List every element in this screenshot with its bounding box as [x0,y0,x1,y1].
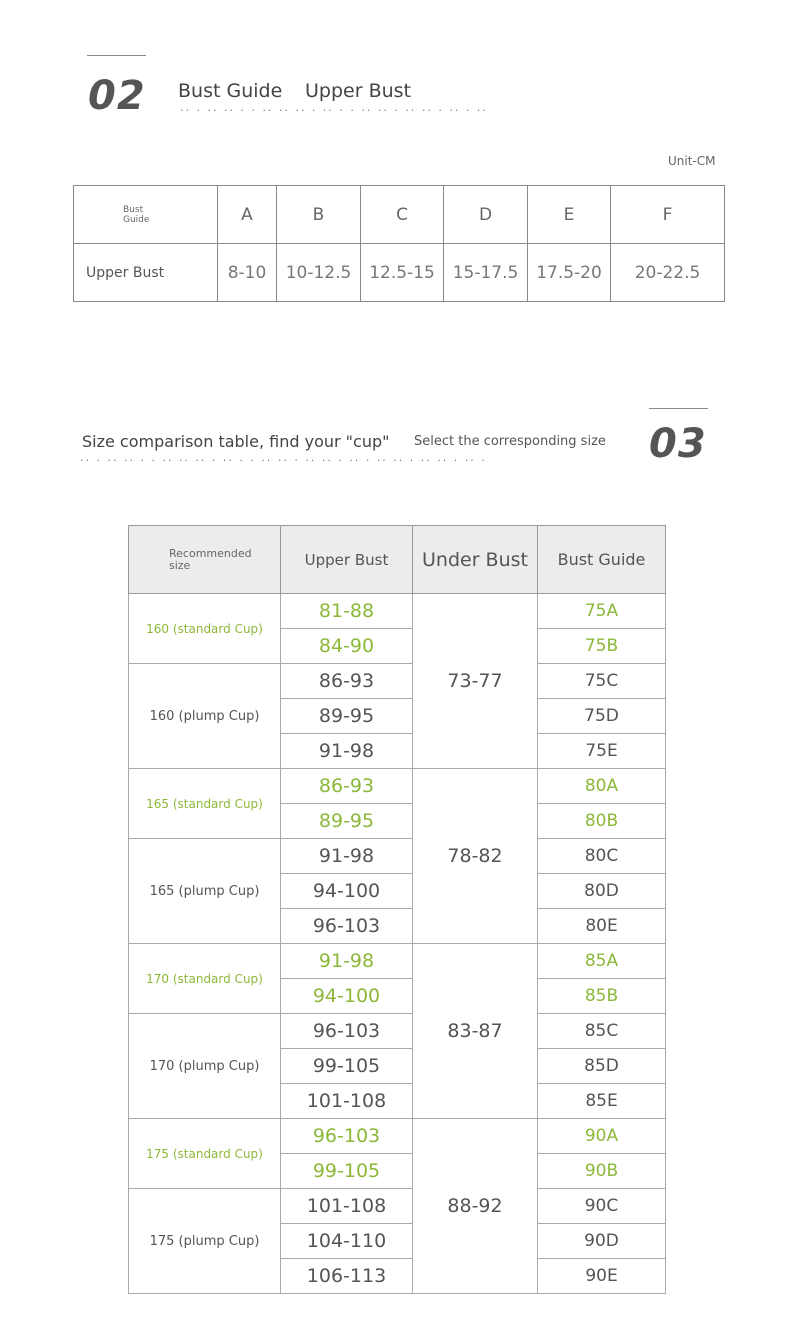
table-row [129,1014,666,1049]
cup-size-value: 80B [538,804,666,839]
cup-header: A [218,186,277,244]
section-03-number: 03 [649,421,707,467]
cup-size-value: 90A [538,1119,666,1154]
cup-size-value: 85C [538,1014,666,1049]
size-comparison-table [128,525,666,1294]
upper-bust-value: 96-103 [281,1119,413,1154]
standard-cup-label: 170 (standard Cup) [129,944,281,1014]
cup-size-value: 80A [538,769,666,804]
section-02-title: Bust Guide [178,80,283,102]
standard-cup-label: 165 (standard Cup) [129,769,281,839]
bust-guide-header: Bust Guide [538,526,666,594]
cup-value: 12.5-15 [361,244,444,302]
upper-bust-header: Upper Bust [281,526,413,594]
cup-size-value: 85E [538,1084,666,1119]
plump-cup-label: 170 (plump Cup) [129,1014,281,1119]
upper-bust-value: 91-98 [281,734,413,769]
upper-bust-value: 91-98 [281,839,413,874]
cup-size-value: 80D [538,874,666,909]
under-bust-value: 78-82 [413,769,538,944]
standard-cup-label: 160 (standard Cup) [129,594,281,664]
table-row [129,839,666,874]
section-02-subtitle: Upper Bust [305,80,411,102]
cup-size-value: 90B [538,1154,666,1189]
upper-bust-value: 89-95 [281,804,413,839]
cup-value: 15-17.5 [444,244,528,302]
section-02-cut-text-decoration: .. . .. .. . . .. .. .. . .. . . .. .. . .. .. . .. . .. [180,101,488,114]
upper-bust-value: 99-105 [281,1049,413,1084]
table-row [129,594,666,629]
section-03-title: Size comparison table, find your "cup" [82,432,390,451]
under-bust-header: Under Bust [413,526,538,594]
upper-bust-value: 89-95 [281,699,413,734]
cup-size-value: 80C [538,839,666,874]
table-row [129,1119,666,1154]
recommended-size-header: Recommended size [129,526,281,594]
bust-guide-corner-label: Bust Guide [74,186,218,244]
cup-size-value: 90C [538,1189,666,1224]
upper-bust-value: 86-93 [281,769,413,804]
cup-value: 8-10 [218,244,277,302]
upper-bust-value: 101-108 [281,1084,413,1119]
upper-bust-value: 104-110 [281,1224,413,1259]
section-03-subtitle: Select the corresponding size [414,434,606,449]
size-table-header-row [129,526,666,594]
upper-bust-value: 94-100 [281,979,413,1014]
table-row [129,769,666,804]
cup-size-value: 75C [538,664,666,699]
cup-header: B [277,186,361,244]
cup-header: C [361,186,444,244]
cup-size-value: 75E [538,734,666,769]
plump-cup-label: 165 (plump Cup) [129,839,281,944]
section-02-rule [87,55,146,56]
upper-bust-value: 101-108 [281,1189,413,1224]
upper-bust-value: 81-88 [281,594,413,629]
upper-bust-value: 96-103 [281,1014,413,1049]
cup-size-value: 80E [538,909,666,944]
under-bust-value: 88-92 [413,1119,538,1294]
standard-cup-label: 175 (standard Cup) [129,1119,281,1189]
cup-value: 17.5-20 [528,244,611,302]
bust-guide-value-row [74,244,725,302]
cup-header: D [444,186,528,244]
section-02-number: 02 [88,73,146,119]
upper-bust-value: 106-113 [281,1259,413,1294]
upper-bust-row-label: Upper Bust [74,244,218,302]
table-row [129,1189,666,1224]
section-03-cut-text-decoration: .. . .. .. . . .. .. .. . .. . . .. .. . .. .. . .. . .. .. . .. .. . .. . [80,451,487,464]
cup-size-value: 75A [538,594,666,629]
cup-size-value: 85D [538,1049,666,1084]
section-03-rule [649,408,708,409]
upper-bust-value: 99-105 [281,1154,413,1189]
cup-header: E [528,186,611,244]
upper-bust-value: 84-90 [281,629,413,664]
upper-bust-value: 96-103 [281,909,413,944]
cup-size-value: 75B [538,629,666,664]
upper-bust-value: 94-100 [281,874,413,909]
cup-value: 20-22.5 [611,244,725,302]
cup-size-value: 75D [538,699,666,734]
bust-guide-header-row [74,186,725,244]
table-row [129,944,666,979]
unit-label: Unit-CM [668,154,716,168]
cup-size-value: 85A [538,944,666,979]
under-bust-value: 83-87 [413,944,538,1119]
cup-size-value: 90E [538,1259,666,1294]
bust-guide-table [73,185,725,302]
cup-size-value: 85B [538,979,666,1014]
plump-cup-label: 175 (plump Cup) [129,1189,281,1294]
cup-header: F [611,186,725,244]
cup-value: 10-12.5 [277,244,361,302]
plump-cup-label: 160 (plump Cup) [129,664,281,769]
table-row [129,664,666,699]
under-bust-value: 73-77 [413,594,538,769]
upper-bust-value: 91-98 [281,944,413,979]
upper-bust-value: 86-93 [281,664,413,699]
cup-size-value: 90D [538,1224,666,1259]
